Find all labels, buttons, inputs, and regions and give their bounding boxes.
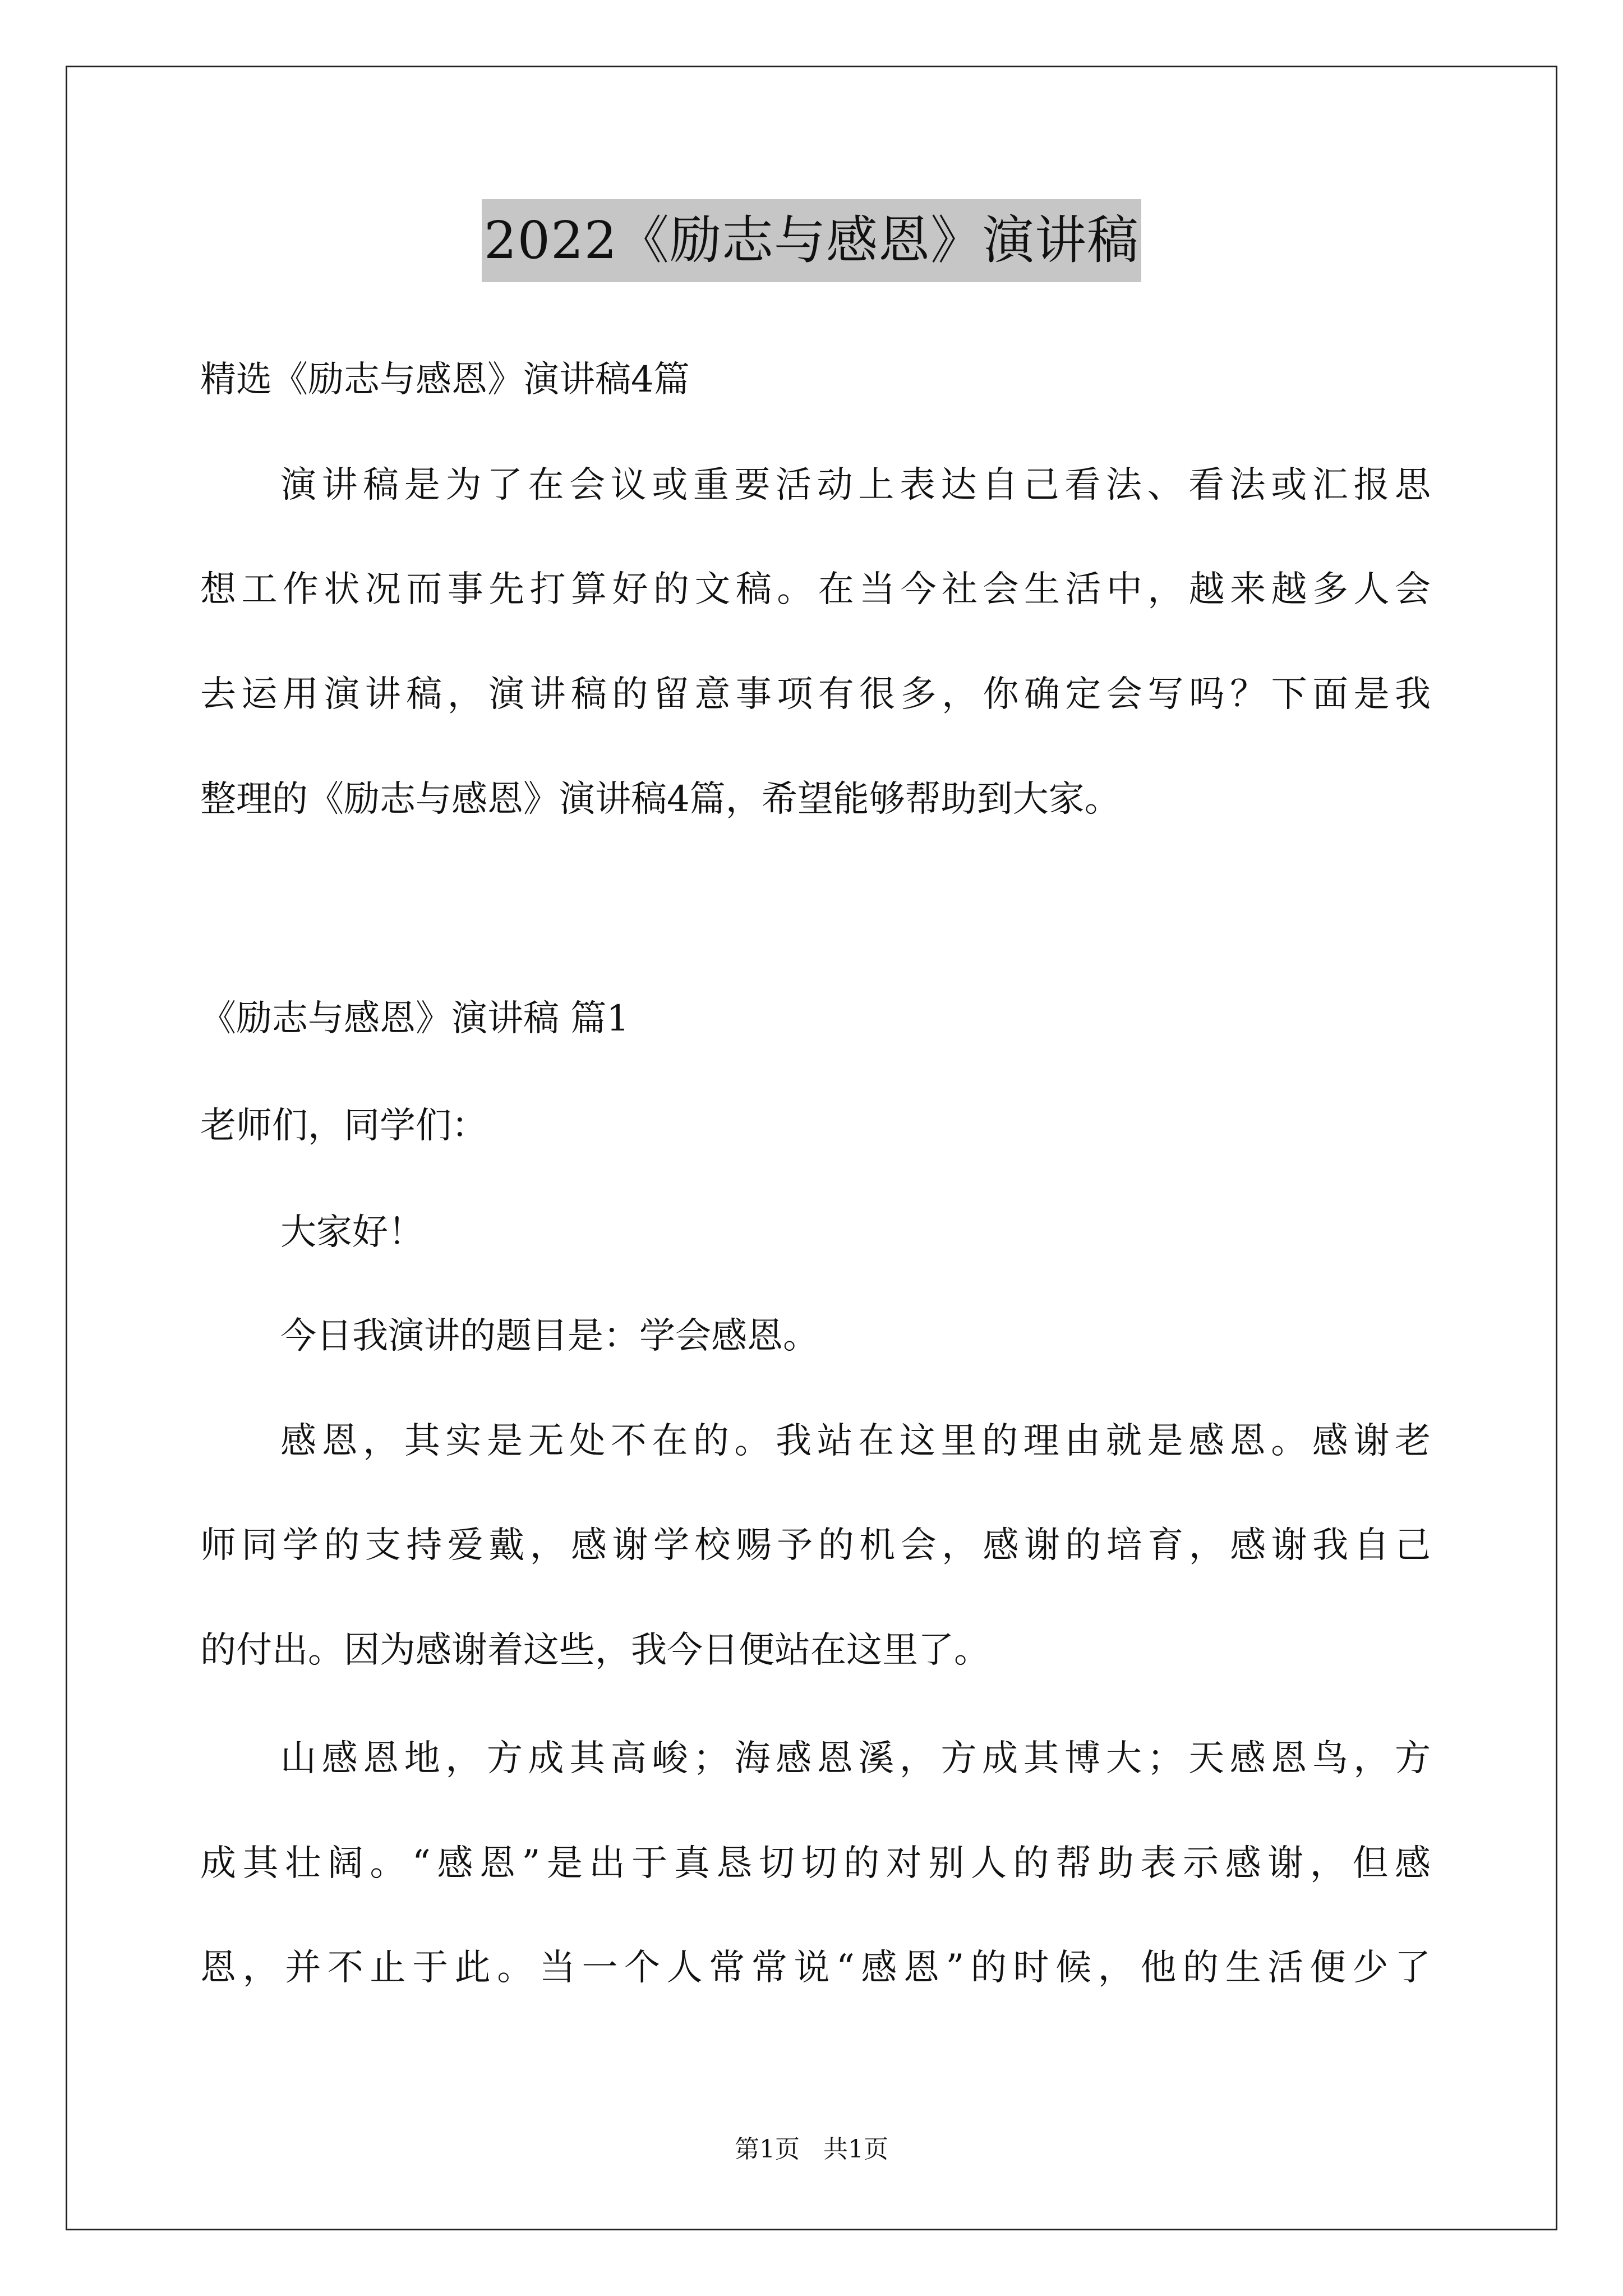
topic-line: 今日我演讲的题目是：学会感恩。 — [280, 1315, 819, 1357]
section-heading: 《励志与感恩》演讲稿 篇1 — [200, 998, 630, 1039]
subtitle: 精选《励志与感恩》演讲稿4篇 — [200, 359, 690, 401]
title-container — [0, 199, 1623, 282]
intro-line-3: 去运用演讲稿，演讲稿的留意事项有很多，你确定会写吗？下面是我 — [200, 674, 1431, 715]
intro-line-2: 想工作状况而事先打算好的文稿。在当今社会生活中，越来越多人会 — [200, 569, 1431, 610]
greeting: 大家好！ — [280, 1212, 424, 1253]
paragraph2-line-1: 山感恩地，方成其高峻；海感恩溪，方成其博大；天感恩鸟，方 — [280, 1738, 1431, 1779]
intro-line-1: 演讲稿是为了在会议或重要活动上表达自己看法、看法或汇报思 — [280, 464, 1431, 506]
page-footer: 第1页 共1页 — [735, 2135, 888, 2164]
paragraph1-line-2: 师同学的支持爱戴，感谢学校赐予的机会，感谢的培育，感谢我自己 — [200, 1525, 1431, 1566]
document-title: 2022《励志与感恩》演讲稿 — [482, 199, 1141, 282]
paragraph1-line-3: 的付出。因为感谢着这些，我今日便站在这里了。 — [200, 1630, 990, 1671]
salutation: 老师们，同学们： — [200, 1105, 487, 1147]
paragraph2-line-2: 成其壮阔。“感恩”是出于真恳切切的对别人的帮助表示感谢，但感 — [200, 1843, 1431, 1884]
intro-line-4: 整理的《励志与感恩》演讲稿4篇，希望能够帮助到大家。 — [200, 779, 1121, 820]
paragraph2-line-3: 恩，并不止于此。当一个人常常说“感恩”的时候，他的生活便少了 — [200, 1947, 1431, 1989]
paragraph1-line-1: 感恩，其实是无处不在的。我站在这里的理由就是感恩。感谢老 — [280, 1420, 1431, 1462]
